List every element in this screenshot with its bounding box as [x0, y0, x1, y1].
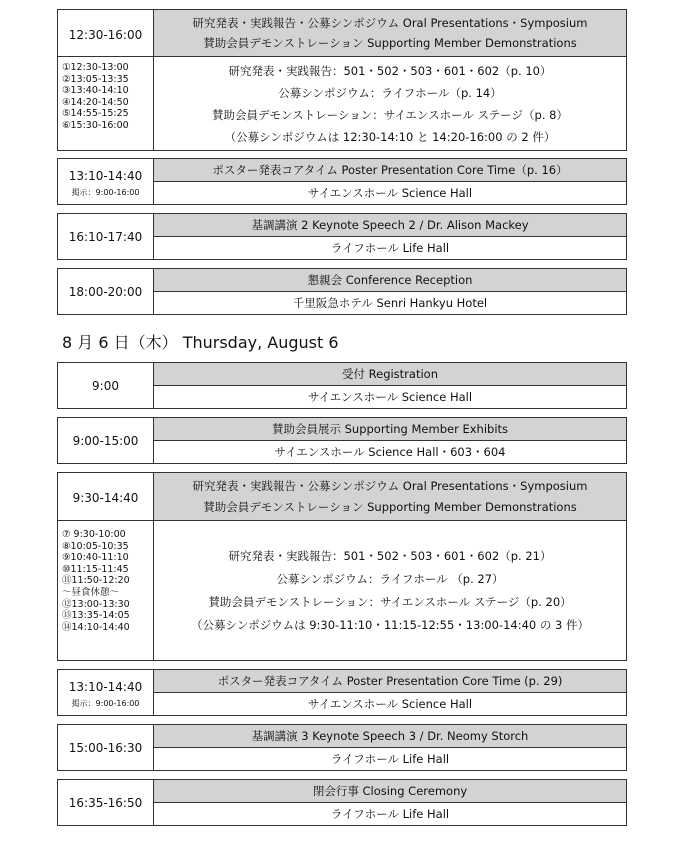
session-oral-aug6 — [57, 472, 627, 661]
time-cell — [58, 269, 154, 314]
time-slot: ⑥15:30-16:00 — [62, 119, 129, 131]
display-hours: 掲示：9:00-16:00 — [71, 699, 140, 708]
session-title: 研究発表・実践報告・公募シンポジウム Oral Presentations・Symposium — [192, 479, 588, 494]
venue-line: 千里阪急ホテル Senri Hankyu Hotel — [292, 296, 488, 310]
session-title: 賛助会員展示 Supporting Member Exhibits — [271, 422, 509, 436]
time-slot: ⑧10:05-10:35 — [62, 540, 129, 552]
time-slot: ⑤14:55-15:25 — [62, 108, 129, 120]
venue-line: サイエンスホール Science Hall — [307, 390, 473, 404]
session-title: 閉会行事 Closing Ceremony — [312, 784, 468, 798]
session-time: 9:00 — [92, 379, 119, 393]
venue-line: 賛助会員デモンストレーション：サイエンスホール ステージ（p. 8） — [212, 107, 568, 122]
session-closing — [57, 779, 627, 826]
session-title: 研究発表・実践報告・公募シンポジウム Oral Presentations・Symposium — [192, 16, 588, 30]
time-slot: ⑬13:35-14:05 — [62, 610, 130, 622]
time-slots — [62, 62, 129, 132]
session-time: 16:10-17:40 — [68, 230, 143, 244]
time-cell — [58, 159, 154, 204]
session-title: 懇親会 Conference Reception — [307, 273, 473, 287]
time-cell — [58, 670, 154, 715]
session-header — [154, 780, 626, 803]
session-header — [154, 418, 626, 441]
session-body — [154, 748, 626, 770]
session-title: 受付 Registration — [341, 367, 438, 381]
time-slot: ⑨10:40-11:10 — [62, 552, 129, 564]
session-time: 13:10-14:40 — [68, 169, 143, 183]
time-cell — [58, 725, 154, 770]
venue-line: サイエンスホール Science Hall — [307, 186, 473, 200]
venue-line: サイエンスホール Science Hall・603・604 — [274, 445, 506, 459]
session-body — [154, 521, 626, 660]
session-oral-aug5 — [57, 9, 627, 151]
session-body — [154, 237, 626, 259]
session-body — [154, 441, 626, 463]
session-title: ポスター発表コアタイム Poster Presentation Core Time (p. 29) — [217, 674, 563, 688]
session-body — [154, 803, 626, 825]
session-header — [154, 670, 626, 693]
venue-line: ライフホール Life Hall — [330, 752, 450, 766]
session-time: 12:30-16:00 — [68, 28, 143, 42]
session-title: ポスター発表コアタイム Poster Presentation Core Time（p. 16） — [212, 163, 568, 177]
session-poster-aug6 — [57, 669, 627, 716]
session-time: 9:00-15:00 — [72, 434, 139, 448]
time-cell — [58, 10, 154, 150]
session-title-demo: 賛助会員デモンストレーション Supporting Member Demonstrations — [203, 499, 577, 514]
time-slot: ⑫13:00-13:30 — [62, 598, 130, 610]
session-title-demo: 賛助会員デモンストレーション Supporting Member Demonstrations — [203, 36, 577, 50]
session-body — [154, 57, 626, 150]
session-body — [154, 693, 626, 715]
session-header — [154, 214, 626, 237]
time-slot: ④14:20-14:50 — [62, 96, 129, 108]
session-body — [154, 182, 626, 204]
session-header — [154, 725, 626, 748]
session-title: 基調講演 3 Keynote Speech 3 / Dr. Neomy Storch — [251, 729, 529, 743]
venue-note: （公募シンポジウムは 12:30-14:10 と 14:20-16:00 の 2 件） — [224, 129, 556, 144]
time-cell — [58, 214, 154, 259]
session-registration — [57, 362, 627, 409]
time-slot: ②13:05-13:35 — [62, 73, 129, 85]
time-slot: ⑭14:10-14:40 — [62, 621, 130, 633]
session-header — [154, 159, 626, 182]
display-hours: 掲示：9:00-16:00 — [71, 188, 140, 197]
session-header — [154, 363, 626, 386]
venue-line: 賛助会員デモンストレーション：サイエンスホール ステージ（p. 20） — [208, 595, 572, 609]
time-cell — [58, 473, 154, 660]
venue-line: ライフホール Life Hall — [330, 241, 450, 255]
session-keynote-aug6 — [57, 724, 627, 771]
venue-line: サイエンスホール Science Hall — [307, 697, 473, 711]
time-slot: ①12:30-13:00 — [62, 62, 129, 73]
venue-line: 研究発表・実践報告：501・502・503・601・602（p. 10） — [228, 63, 552, 78]
session-header — [154, 473, 626, 521]
venue-line: 公募シンポジウム：ライフホール （p. 27） — [276, 572, 504, 586]
session-exhibits — [57, 417, 627, 464]
time-slot: ③13:40-14:10 — [62, 85, 129, 97]
time-cell — [58, 780, 154, 825]
time-slots — [62, 529, 130, 633]
session-reception-aug5 — [57, 268, 627, 315]
session-title: 基調講演 2 Keynote Speech 2 / Dr. Alison Mackey — [251, 218, 529, 232]
session-time: 18:00-20:00 — [68, 285, 143, 299]
session-header — [154, 269, 626, 292]
session-time: 13:10-14:40 — [68, 680, 143, 694]
venue-line: 公募シンポジウム：ライフホール（p. 14） — [278, 85, 502, 100]
session-body — [154, 292, 626, 314]
session-body — [154, 386, 626, 408]
venue-line: 研究発表・実践報告：501・502・503・601・602（p. 21） — [228, 549, 552, 563]
time-cell — [58, 418, 154, 463]
session-time: 15:00-16:30 — [68, 741, 143, 755]
session-time: 16:35-16:50 — [68, 796, 143, 810]
day-heading: 8 月 6 日（木） Thursday, August 6 — [62, 333, 339, 352]
venue-note: （公募シンポジウムは 9:30-11:10・11:15-12:55・13:00-14:40 の 3 件） — [190, 618, 589, 632]
time-slot: ⑦ 9:30-10:00 — [62, 529, 126, 540]
lunch-break: ～昼食休憩～ — [62, 586, 120, 598]
session-header — [154, 10, 626, 57]
venue-line: ライフホール Life Hall — [330, 807, 450, 821]
time-slot: ⑩11:15-11:45 — [62, 563, 129, 575]
session-keynote-aug5 — [57, 213, 627, 260]
session-time: 9:30-14:40 — [72, 491, 139, 505]
time-slot: ⑪11:50-12:20 — [62, 575, 130, 587]
time-cell — [58, 363, 154, 408]
session-poster-aug5 — [57, 158, 627, 205]
